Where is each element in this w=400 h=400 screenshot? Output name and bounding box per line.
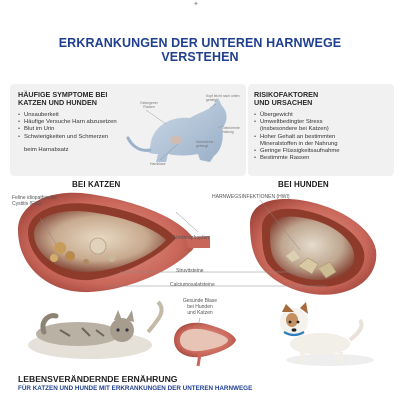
page-title-line1: ERKRANKUNGEN DER UNTEREN HARNWEGE [58,36,342,50]
cat-section-heading: BEI KATZEN [72,180,121,189]
symptom-item: • Unsauberkeit [18,112,128,119]
urethral-plug-label: Urethrapfropfen [174,235,210,241]
fic-label-line1: Feline idiopathische [12,195,57,201]
cat-bladder-cross-section [18,193,210,292]
risk-item: • Hoher Gehalt an bestimmten [254,134,392,141]
cat-label-legs: Hinterbeine gebeugt [196,140,214,148]
footer-subtitle: FÜR KATZEN UND HUNDE MIT ERKRANKUNGEN DER UNTEREN HARNWEGE [18,385,253,392]
risk-item: • Übergewicht [254,112,392,119]
footer-title: LEBENSVERÄNDERNDE ERNÄHRUNG [18,374,178,384]
risk-item: • Geringe Flüssigkeitsaufnahme [254,148,392,155]
terrier-dog-photo [280,302,374,366]
healthy-bladder-line1: Gesunde Blase [182,298,218,304]
healthy-bladder-label [176,298,224,316]
healthy-bladder-diagram [174,323,236,366]
cat-label-posture: Gekrümmte Haltung [222,126,240,134]
symptoms-heading-line2: KATZEN UND HUNDEN [18,98,97,108]
risk-item: • Bestimmte Rassen [254,155,392,162]
sparkle-icon: ✦ [193,0,199,8]
fic-label-line2: Cystitis (FIC) [12,201,41,207]
risk-heading-line1: RISIKOFAKTOREN [254,90,319,99]
risk-item-continuation: Mineralstoffen in der Nahrung [260,140,338,147]
struvite-label: Struvitsteine [176,268,204,274]
dog-section-heading: BEI HUNDEN [278,180,329,189]
symptoms-heading-line1: HÄUFIGE SYMPTOME BEI [18,90,108,99]
page-title-line2: VERSTEHEN [161,50,239,64]
healthy-bladder-line3: und Katzen [187,310,213,316]
cat-label-back: Gelungener Rücken [140,101,158,109]
symptom-item: • Blut im Urin [18,126,128,133]
calcium-oxalate-label: Calciumoxalatsteine [170,282,215,288]
fic-label [12,195,82,207]
risk-item-continuation: (insbesondere bei Katzen) [260,126,329,133]
cat-label-head: Kopf leicht nach unten geneigt [206,94,240,102]
risk-heading-line2: UND URSACHEN [254,98,313,108]
symptom-item-continuation: beim Harnabsatz [24,147,69,153]
healthy-bladder-line2: bei Hunden [187,304,213,310]
cat-label-bladder: Harnblase [150,162,166,166]
kitten-photo [28,302,162,359]
symptom-item: • Schwierigkeiten und Schmerzen [18,134,128,141]
symptom-item: • Häufige Versuche Harn abzusetzen [18,119,128,126]
risk-item: • Umweltbedingter Stress [254,119,392,126]
uti-label: HARNWEGSINFEKTIONEN (HWI) [212,194,290,200]
dog-bladder-cross-section [250,199,376,295]
